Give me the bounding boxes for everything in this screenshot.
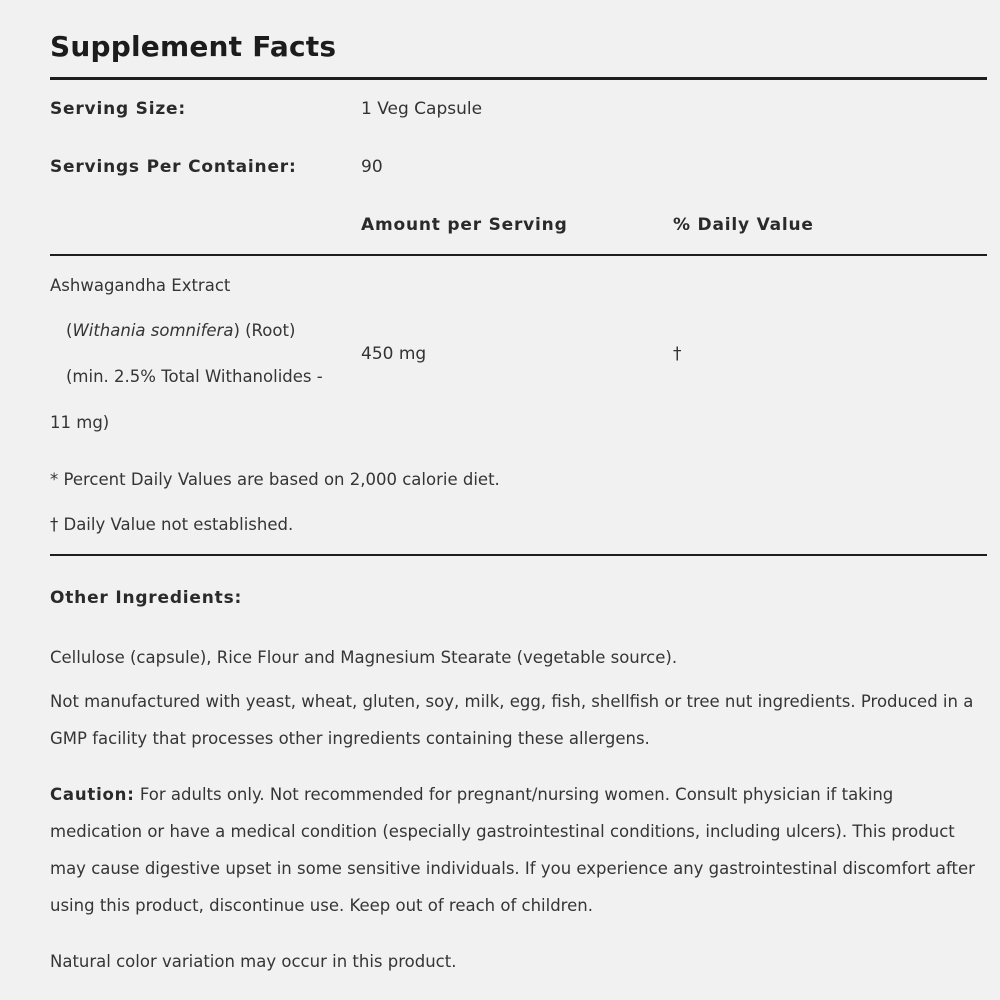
title-divider [50,77,987,80]
other-ingredients-heading: Other Ingredients: [50,588,243,608]
daily-value-header: % Daily Value [673,215,814,235]
ingredient-daily-value: † [673,344,682,364]
facts-bottom-divider [50,554,987,556]
footnote-percent: * Percent Daily Values are based on 2,000 calorie diet. [50,470,500,489]
ingredient-standardization: (min. 2.5% Total Withanolides - [66,367,323,386]
header-divider [50,254,987,256]
natural-color-note: Natural color variation may occur in this product. [50,952,457,971]
servings-per-container-label: Servings Per Container: [50,157,297,177]
caution-statement [50,776,985,924]
caution-text: For adults only. Not recommended for pregnant/nursing women. Consult physician if taking medication or have a medical condition (especially gastrointestinal conditions, including ulcers). This product may cause digestive upset in some sensitive individuals. If you experience any gastrointestinal discomfort after using this product, discontinue use. Keep out of reach of children. [50,785,975,915]
amount-per-serving-header: Amount per Serving [361,215,568,235]
caution-label: Caution: [50,785,135,804]
footnote-dagger: † Daily Value not established. [50,515,294,534]
ingredient-latin-name: (Withania somnifera) (Root) [66,321,296,340]
ingredient-amount: 450 mg [361,344,427,364]
serving-size-label: Serving Size: [50,99,186,119]
servings-per-container-value: 90 [361,157,383,177]
allergen-statement: Not manufactured with yeast, wheat, gluten, soy, milk, egg, fish, shellfish or tree nut ingredients. Produced in a GMP facility that processes other ingredients containing these allergens. [50,692,974,748]
panel-title: Supplement Facts [50,30,337,63]
ingredient-standardization-cont: 11 mg) [50,413,110,432]
serving-size-value: 1 Veg Capsule [361,99,483,119]
ingredient-name: Ashwagandha Extract [50,276,231,295]
other-ingredients-list: Cellulose (capsule), Rice Flour and Magnesium Stearate (vegetable source). [50,648,678,667]
